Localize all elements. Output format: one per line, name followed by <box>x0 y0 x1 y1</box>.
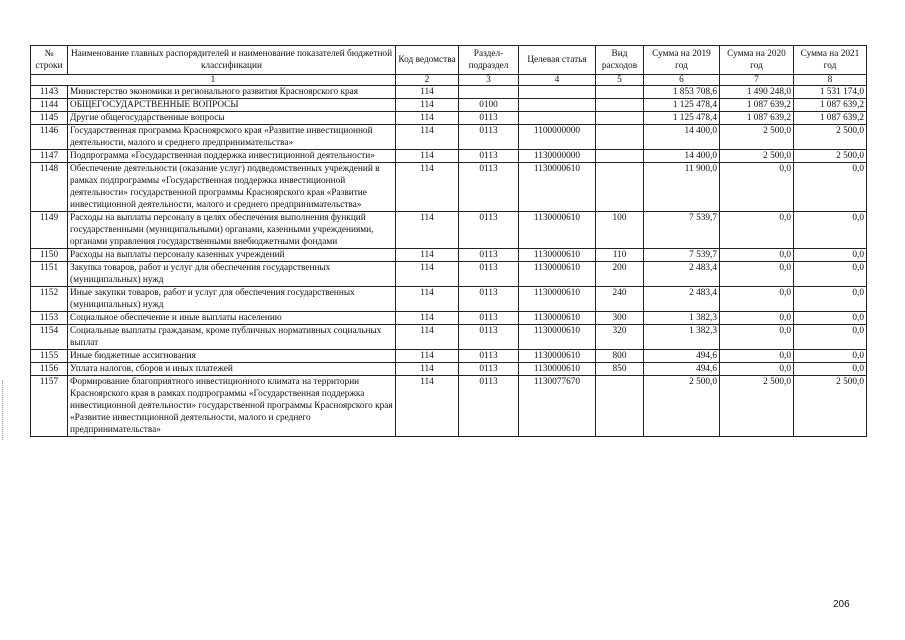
sum-2021-cell: 0,0 <box>794 312 867 325</box>
section-cell: 0113 <box>459 112 519 125</box>
table-row <box>31 249 867 262</box>
row-number-cell: 1156 <box>31 363 68 376</box>
section-cell: 0100 <box>459 99 519 112</box>
dept-code-cell: 114 <box>396 163 459 212</box>
table-row <box>31 212 867 249</box>
row-name-cell: Социальные выплаты гражданам, кроме публичных нормативных социальных выплат <box>68 325 396 350</box>
row-name-cell: Формирование благоприятного инвестиционного климата на территории Красноярского края в рамках подпрограммы «Государственная поддержка инвестиционной деятельности» государственной программы Красноярского края «Развитие инвестиционной деятельности, малого и среднего предпринимательства» <box>68 376 396 437</box>
sum-2021-cell: 1 087 639,2 <box>794 112 867 125</box>
col-number-2: 2 <box>396 75 459 86</box>
target-cell <box>519 86 596 99</box>
target-cell: 1100000000 <box>519 125 596 150</box>
header-dept-code: Код ведомства <box>396 46 459 75</box>
dept-code-cell: 114 <box>396 262 459 287</box>
target-cell: 1130000610 <box>519 312 596 325</box>
sum-2019-cell: 14 400,0 <box>644 150 720 163</box>
section-cell: 0113 <box>459 212 519 249</box>
sum-2019-cell: 2 483,4 <box>644 287 720 312</box>
row-name-cell: Расходы на выплаты персоналу казенных учреждений <box>68 249 396 262</box>
sum-2021-cell: 0,0 <box>794 249 867 262</box>
header-sum-2020: Сумма на 2020 год <box>720 46 794 75</box>
row-name-cell: Обеспечение деятельности (оказание услуг) подведомственных учреждений в рамках подпрограммы «Государственная поддержка инвестиционной деятельности» государственной программы Красноярского края «Развитие инвестиционной деятельности, малого и среднего предпринимательства» <box>68 163 396 212</box>
dept-code-cell: 114 <box>396 325 459 350</box>
target-cell: 1130000000 <box>519 150 596 163</box>
section-cell: 0113 <box>459 262 519 287</box>
sum-2020-cell: 2 500,0 <box>720 125 794 150</box>
header-name: Наименование главных распорядителей и наименование показателей бюджетной классификации <box>68 46 396 75</box>
row-number-cell: 1151 <box>31 262 68 287</box>
expense-type-cell <box>596 112 644 125</box>
table-row <box>31 376 867 437</box>
dept-code-cell: 114 <box>396 312 459 325</box>
col-number-8: 8 <box>794 75 867 86</box>
dept-code-cell: 114 <box>396 212 459 249</box>
dept-code-cell: 114 <box>396 287 459 312</box>
table-row <box>31 350 867 363</box>
sum-2021-cell: 0,0 <box>794 212 867 249</box>
col-number-5: 5 <box>596 75 644 86</box>
sum-2020-cell: 1 087 639,2 <box>720 112 794 125</box>
row-name-cell: Иные закупки товаров, работ и услуг для обеспечения государственных (муниципальных) нужд <box>68 287 396 312</box>
sum-2020-cell: 2 500,0 <box>720 150 794 163</box>
row-name-cell: Другие общегосударственные вопросы <box>68 112 396 125</box>
sum-2021-cell: 2 500,0 <box>794 150 867 163</box>
dept-code-cell: 114 <box>396 112 459 125</box>
sum-2020-cell: 0,0 <box>720 212 794 249</box>
row-number-cell: 1154 <box>31 325 68 350</box>
sum-2019-cell: 1 382,3 <box>644 325 720 350</box>
table-row <box>31 262 867 287</box>
section-cell <box>459 86 519 99</box>
expense-type-cell <box>596 99 644 112</box>
sum-2020-cell: 0,0 <box>720 312 794 325</box>
sum-2019-cell: 11 900,0 <box>644 163 720 212</box>
expense-type-cell <box>596 163 644 212</box>
dept-code-cell: 114 <box>396 249 459 262</box>
header-target: Целевая статья <box>519 46 596 75</box>
sum-2020-cell: 1 087 639,2 <box>720 99 794 112</box>
header-sum-2021: Сумма на 2021 год <box>794 46 867 75</box>
target-cell: 1130000610 <box>519 262 596 287</box>
row-number-cell: 1147 <box>31 150 68 163</box>
expense-type-cell <box>596 376 644 437</box>
sum-2020-cell: 0,0 <box>720 287 794 312</box>
row-name-cell: Министерство экономики и регионального развития Красноярского края <box>68 86 396 99</box>
dept-code-cell: 114 <box>396 376 459 437</box>
margin-mark <box>2 380 9 440</box>
sum-2019-cell: 1 125 478,4 <box>644 99 720 112</box>
sum-2019-cell: 7 539,7 <box>644 212 720 249</box>
section-cell: 0113 <box>459 163 519 212</box>
row-number-cell: 1153 <box>31 312 68 325</box>
sum-2019-cell: 494,6 <box>644 363 720 376</box>
sum-2020-cell: 0,0 <box>720 325 794 350</box>
dept-code-cell: 114 <box>396 125 459 150</box>
table-row <box>31 99 867 112</box>
sum-2019-cell: 7 539,7 <box>644 249 720 262</box>
sum-2019-cell: 2 483,4 <box>644 262 720 287</box>
expense-type-cell <box>596 150 644 163</box>
col-number-1: 1 <box>31 75 396 86</box>
dept-code-cell: 114 <box>396 150 459 163</box>
table-row <box>31 163 867 212</box>
table-row <box>31 287 867 312</box>
row-number-cell: 1155 <box>31 350 68 363</box>
page-number: 206 <box>833 599 850 610</box>
sum-2021-cell: 0,0 <box>794 163 867 212</box>
target-cell: 1130000610 <box>519 249 596 262</box>
col-number-4: 4 <box>519 75 596 86</box>
expense-type-cell: 850 <box>596 363 644 376</box>
sum-2019-cell: 1 125 478,4 <box>644 112 720 125</box>
dept-code-cell: 114 <box>396 99 459 112</box>
target-cell: 1130000610 <box>519 363 596 376</box>
section-cell: 0113 <box>459 325 519 350</box>
sum-2021-cell: 0,0 <box>794 262 867 287</box>
sum-2021-cell: 0,0 <box>794 350 867 363</box>
expense-type-cell: 200 <box>596 262 644 287</box>
target-cell <box>519 99 596 112</box>
header-row <box>31 46 867 75</box>
row-name-cell: Государственная программа Красноярского края «Развитие инвестиционной деятельности, малого и среднего предпринимательства» <box>68 125 396 150</box>
section-cell: 0113 <box>459 287 519 312</box>
header-expense-type: Вид расходов <box>596 46 644 75</box>
expense-type-cell: 300 <box>596 312 644 325</box>
sum-2020-cell: 0,0 <box>720 163 794 212</box>
target-cell <box>519 112 596 125</box>
sum-2020-cell: 0,0 <box>720 363 794 376</box>
sum-2019-cell: 494,6 <box>644 350 720 363</box>
section-cell: 0113 <box>459 125 519 150</box>
sum-2020-cell: 0,0 <box>720 262 794 287</box>
header-section: Раздел-подраздел <box>459 46 519 75</box>
sum-2019-cell: 2 500,0 <box>644 376 720 437</box>
sum-2021-cell: 2 500,0 <box>794 125 867 150</box>
target-cell: 1130000610 <box>519 163 596 212</box>
table-row <box>31 112 867 125</box>
sum-2020-cell: 2 500,0 <box>720 376 794 437</box>
section-cell: 0113 <box>459 150 519 163</box>
column-number-row <box>31 75 867 86</box>
row-number-cell: 1146 <box>31 125 68 150</box>
section-cell: 0113 <box>459 363 519 376</box>
row-name-cell: Закупка товаров, работ и услуг для обеспечения государственных (муниципальных) нужд <box>68 262 396 287</box>
section-cell: 0113 <box>459 350 519 363</box>
sum-2021-cell: 1 087 639,2 <box>794 99 867 112</box>
row-number-cell: 1150 <box>31 249 68 262</box>
row-name-cell: Подпрограмма «Государственная поддержка инвестиционной деятельности» <box>68 150 396 163</box>
row-number-cell: 1157 <box>31 376 68 437</box>
sum-2021-cell: 2 500,0 <box>794 376 867 437</box>
table-row <box>31 150 867 163</box>
expense-type-cell: 800 <box>596 350 644 363</box>
row-number-cell: 1144 <box>31 99 68 112</box>
sum-2019-cell: 1 382,3 <box>644 312 720 325</box>
col-number-7: 7 <box>720 75 794 86</box>
table-row <box>31 312 867 325</box>
expense-type-cell: 320 <box>596 325 644 350</box>
target-cell: 1130000610 <box>519 325 596 350</box>
row-name-cell: Социальное обеспечение и иные выплаты населению <box>68 312 396 325</box>
table-row <box>31 363 867 376</box>
expense-type-cell: 240 <box>596 287 644 312</box>
header-row-no: № строки <box>31 46 68 75</box>
table-row <box>31 125 867 150</box>
col-number-6: 6 <box>644 75 720 86</box>
sum-2019-cell: 14 400,0 <box>644 125 720 150</box>
table-body <box>31 86 867 437</box>
dept-code-cell: 114 <box>396 363 459 376</box>
row-name-cell: Уплата налогов, сборов и иных платежей <box>68 363 396 376</box>
target-cell: 1130077670 <box>519 376 596 437</box>
row-number-cell: 1149 <box>31 212 68 249</box>
table-row <box>31 325 867 350</box>
target-cell: 1130000610 <box>519 350 596 363</box>
dept-code-cell: 114 <box>396 86 459 99</box>
header-sum-2019: Сумма на 2019 год <box>644 46 720 75</box>
target-cell: 1130000610 <box>519 212 596 249</box>
row-name-cell: ОБЩЕГОСУДАРСТВЕННЫЕ ВОПРОСЫ <box>68 99 396 112</box>
sum-2021-cell: 0,0 <box>794 287 867 312</box>
table-row <box>31 86 867 99</box>
expense-type-cell <box>596 125 644 150</box>
target-cell: 1130000610 <box>519 287 596 312</box>
row-name-cell: Расходы на выплаты персоналу в целях обеспечения выполнения функций государственными (муниципальными) органами, казенными учреждениями, органами управления государственными внебюджетными фондами <box>68 212 396 249</box>
row-number-cell: 1145 <box>31 112 68 125</box>
budget-table <box>30 45 867 437</box>
section-cell: 0113 <box>459 249 519 262</box>
sum-2021-cell: 0,0 <box>794 363 867 376</box>
sum-2020-cell: 1 490 248,0 <box>720 86 794 99</box>
dept-code-cell: 114 <box>396 350 459 363</box>
row-name-cell: Иные бюджетные ассигнования <box>68 350 396 363</box>
col-number-3: 3 <box>459 75 519 86</box>
section-cell: 0113 <box>459 376 519 437</box>
sum-2021-cell: 0,0 <box>794 325 867 350</box>
sum-2019-cell: 1 853 708,6 <box>644 86 720 99</box>
expense-type-cell: 100 <box>596 212 644 249</box>
row-number-cell: 1152 <box>31 287 68 312</box>
sum-2021-cell: 1 531 174,0 <box>794 86 867 99</box>
expense-type-cell <box>596 86 644 99</box>
row-number-cell: 1143 <box>31 86 68 99</box>
sum-2020-cell: 0,0 <box>720 350 794 363</box>
sum-2020-cell: 0,0 <box>720 249 794 262</box>
expense-type-cell: 110 <box>596 249 644 262</box>
row-number-cell: 1148 <box>31 163 68 212</box>
section-cell: 0113 <box>459 312 519 325</box>
